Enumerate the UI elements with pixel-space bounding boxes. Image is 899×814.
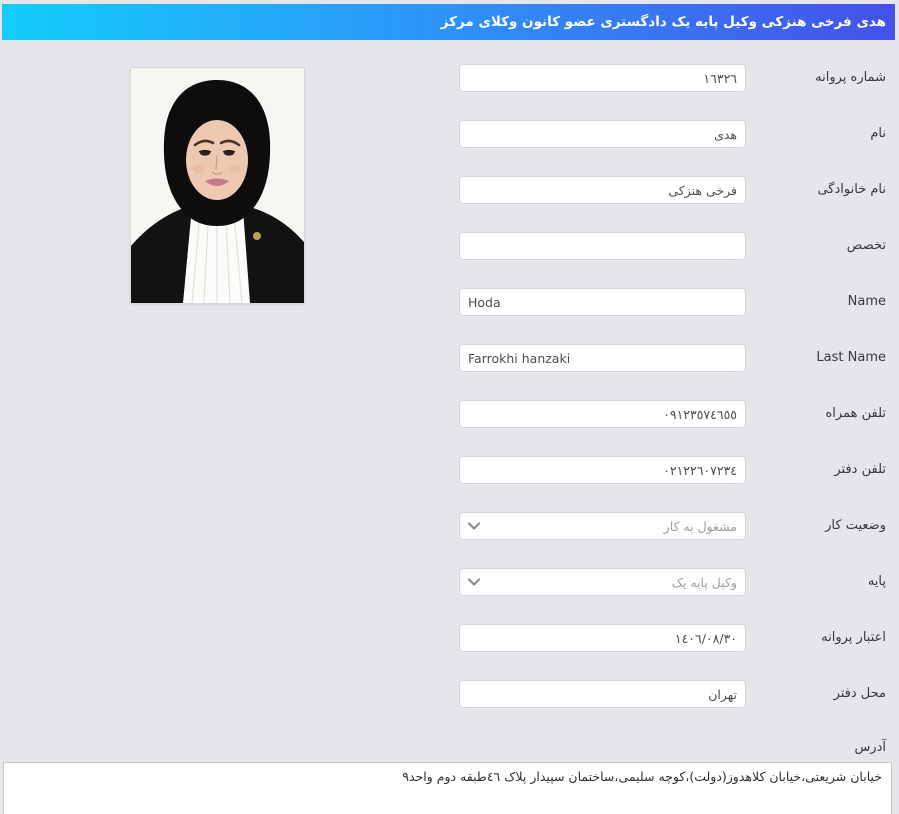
address-label: آدرس [854, 740, 886, 755]
field-row [0, 232, 899, 260]
last-name-fa-label: نام خانوادگی [817, 182, 886, 197]
field-row [0, 120, 899, 148]
field-row [0, 456, 899, 484]
license-number-label: شماره پروانه [815, 70, 886, 85]
last-name-en-label: Last Name [816, 350, 886, 365]
office-location-label: محل دفتر [833, 686, 886, 701]
field-row [0, 64, 899, 92]
grade-label: پایه [867, 574, 886, 589]
license-validity-label: اعتبار پروانه [821, 630, 886, 645]
office-phone-label: تلفن دفتر [834, 462, 886, 477]
work-status-label: وضعیت کار [825, 518, 886, 533]
field-row [0, 680, 899, 708]
mobile-phone-label: تلفن همراه [825, 406, 886, 421]
first-name-fa-label: نام [870, 126, 886, 141]
address-textarea[interactable] [3, 762, 892, 814]
specialty-label: تخصص [846, 238, 886, 253]
field-row [0, 400, 899, 428]
field-row [0, 624, 899, 652]
first-name-en-label: Name [847, 294, 886, 309]
field-row [0, 344, 899, 372]
field-row [0, 176, 899, 204]
field-row [0, 512, 899, 540]
field-row [0, 288, 899, 316]
page-title: هدی فرخی هنزکی وکیل پایه یک دادگستری عضو کانون وکلای مرکز [2, 4, 895, 40]
field-row [0, 568, 899, 596]
